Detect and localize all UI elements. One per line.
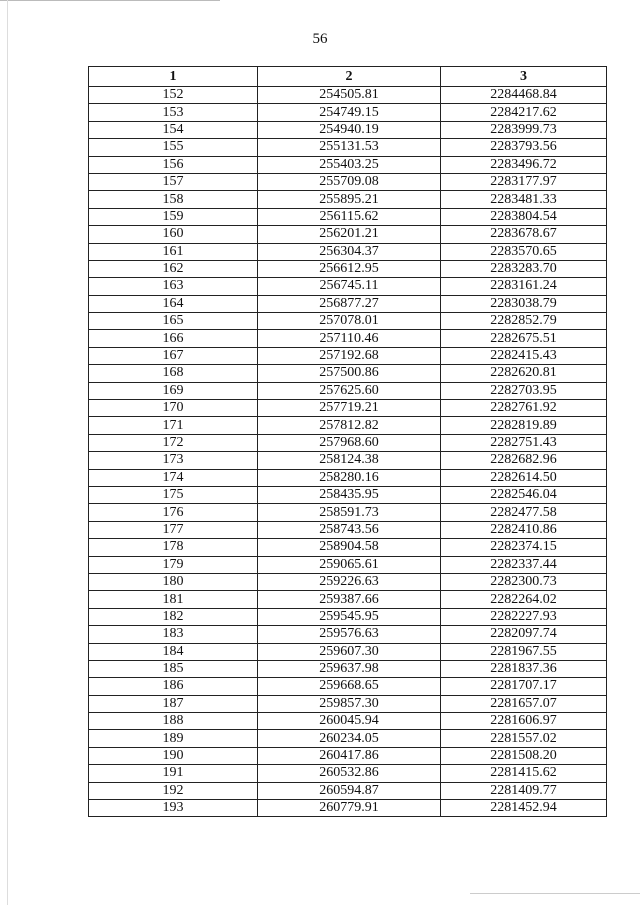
y-coordinate-cell: 2282675.51 [441,330,607,347]
table-row [89,626,607,643]
point-number-cell: 157 [89,173,258,190]
table-row [89,191,607,208]
table-row [89,556,607,573]
table-row [89,139,607,156]
x-coordinate-cell: 259607.30 [258,643,441,660]
x-coordinate-cell: 258124.38 [258,452,441,469]
point-number-cell: 152 [89,87,258,104]
y-coordinate-cell: 2281707.17 [441,678,607,695]
x-coordinate-cell: 259065.61 [258,556,441,573]
page-number: 56 [312,31,328,47]
y-coordinate-cell: 2281452.94 [441,800,607,817]
point-number-cell: 167 [89,347,258,364]
column-header-1: 1 [89,67,258,87]
y-coordinate-cell: 2282337.44 [441,556,607,573]
table-row [89,608,607,625]
table-row [89,730,607,747]
table-row [89,400,607,417]
y-coordinate-cell: 2283283.70 [441,260,607,277]
y-coordinate-cell: 2281967.55 [441,643,607,660]
x-coordinate-cell: 259668.65 [258,678,441,695]
y-coordinate-cell: 2282477.58 [441,504,607,521]
x-coordinate-cell: 256115.62 [258,208,441,225]
x-coordinate-cell: 259576.63 [258,626,441,643]
table-row [89,365,607,382]
point-number-cell: 172 [89,434,258,451]
y-coordinate-cell: 2283678.67 [441,226,607,243]
x-coordinate-cell: 259857.30 [258,695,441,712]
x-coordinate-cell: 260594.87 [258,782,441,799]
point-number-cell: 174 [89,469,258,486]
table-row [89,226,607,243]
y-coordinate-cell: 2282374.15 [441,539,607,556]
x-coordinate-cell: 259545.95 [258,608,441,625]
table-row [89,695,607,712]
x-coordinate-cell: 259387.66 [258,591,441,608]
x-coordinate-cell: 257500.86 [258,365,441,382]
y-coordinate-cell: 2282614.50 [441,469,607,486]
table-row [89,747,607,764]
x-coordinate-cell: 255403.25 [258,156,441,173]
x-coordinate-cell: 260417.86 [258,747,441,764]
y-coordinate-cell: 2283793.56 [441,139,607,156]
x-coordinate-cell: 257110.46 [258,330,441,347]
y-coordinate-cell: 2283804.54 [441,208,607,225]
point-number-cell: 189 [89,730,258,747]
y-coordinate-cell: 2281508.20 [441,747,607,764]
y-coordinate-cell: 2282410.86 [441,521,607,538]
x-coordinate-cell: 255131.53 [258,139,441,156]
y-coordinate-cell: 2283570.65 [441,243,607,260]
y-coordinate-cell: 2282751.43 [441,434,607,451]
y-coordinate-cell: 2281606.97 [441,713,607,730]
table-row [89,313,607,330]
table-row [89,504,607,521]
table-row [89,782,607,799]
table-row [89,156,607,173]
point-number-cell: 175 [89,486,258,503]
y-coordinate-cell: 2281557.02 [441,730,607,747]
table-row [89,260,607,277]
x-coordinate-cell: 258435.95 [258,486,441,503]
point-number-cell: 188 [89,713,258,730]
table-row [89,539,607,556]
y-coordinate-cell: 2283999.73 [441,121,607,138]
point-number-cell: 155 [89,139,258,156]
x-coordinate-cell: 254749.15 [258,104,441,121]
table-row [89,469,607,486]
table-row [89,243,607,260]
column-header-2: 2 [258,67,441,87]
point-number-cell: 179 [89,556,258,573]
y-coordinate-cell: 2282264.02 [441,591,607,608]
table-row [89,87,607,104]
point-number-cell: 186 [89,678,258,695]
table-row [89,713,607,730]
point-number-cell: 153 [89,104,258,121]
y-coordinate-cell: 2282300.73 [441,573,607,590]
y-coordinate-cell: 2281657.07 [441,695,607,712]
y-coordinate-cell: 2282761.92 [441,400,607,417]
point-number-cell: 187 [89,695,258,712]
y-coordinate-cell: 2283481.33 [441,191,607,208]
table-row [89,486,607,503]
coordinates-table [88,66,607,817]
x-coordinate-cell: 258591.73 [258,504,441,521]
y-coordinate-cell: 2282097.74 [441,626,607,643]
y-coordinate-cell: 2283038.79 [441,295,607,312]
y-coordinate-cell: 2284217.62 [441,104,607,121]
y-coordinate-cell: 2282620.81 [441,365,607,382]
scan-edge-bottom [470,893,640,894]
point-number-cell: 169 [89,382,258,399]
x-coordinate-cell: 257812.82 [258,417,441,434]
point-number-cell: 178 [89,539,258,556]
y-coordinate-cell: 2282703.95 [441,382,607,399]
table-row [89,417,607,434]
x-coordinate-cell: 260532.86 [258,765,441,782]
column-header-3: 3 [441,67,607,87]
table-row [89,591,607,608]
table-row [89,330,607,347]
point-number-cell: 163 [89,278,258,295]
y-coordinate-cell: 2281409.77 [441,782,607,799]
point-number-cell: 170 [89,400,258,417]
x-coordinate-cell: 256877.27 [258,295,441,312]
x-coordinate-cell: 260234.05 [258,730,441,747]
point-number-cell: 181 [89,591,258,608]
x-coordinate-cell: 254940.19 [258,121,441,138]
y-coordinate-cell: 2282852.79 [441,313,607,330]
y-coordinate-cell: 2281415.62 [441,765,607,782]
x-coordinate-cell: 256745.11 [258,278,441,295]
point-number-cell: 193 [89,800,258,817]
point-number-cell: 156 [89,156,258,173]
x-coordinate-cell: 256304.37 [258,243,441,260]
table-row [89,295,607,312]
y-coordinate-cell: 2282682.96 [441,452,607,469]
table-row [89,660,607,677]
point-number-cell: 192 [89,782,258,799]
point-number-cell: 165 [89,313,258,330]
x-coordinate-cell: 258280.16 [258,469,441,486]
point-number-cell: 164 [89,295,258,312]
y-coordinate-cell: 2282415.43 [441,347,607,364]
table-row [89,800,607,817]
y-coordinate-cell: 2284468.84 [441,87,607,104]
point-number-cell: 166 [89,330,258,347]
x-coordinate-cell: 260045.94 [258,713,441,730]
point-number-cell: 190 [89,747,258,764]
x-coordinate-cell: 258743.56 [258,521,441,538]
x-coordinate-cell: 254505.81 [258,87,441,104]
point-number-cell: 154 [89,121,258,138]
scan-edge-top [0,0,220,1]
table-row [89,434,607,451]
x-coordinate-cell: 255709.08 [258,173,441,190]
x-coordinate-cell: 257719.21 [258,400,441,417]
table-body [89,87,607,817]
point-number-cell: 191 [89,765,258,782]
table-row [89,765,607,782]
table-row [89,573,607,590]
point-number-cell: 185 [89,660,258,677]
point-number-cell: 168 [89,365,258,382]
y-coordinate-cell: 2281837.36 [441,660,607,677]
table-row [89,643,607,660]
table-row [89,382,607,399]
point-number-cell: 173 [89,452,258,469]
x-coordinate-cell: 258904.58 [258,539,441,556]
y-coordinate-cell: 2283161.24 [441,278,607,295]
x-coordinate-cell: 260779.91 [258,800,441,817]
table-row [89,278,607,295]
point-number-cell: 177 [89,521,258,538]
point-number-cell: 160 [89,226,258,243]
table-row [89,208,607,225]
table-row [89,521,607,538]
point-number-cell: 182 [89,608,258,625]
y-coordinate-cell: 2283177.97 [441,173,607,190]
point-number-cell: 159 [89,208,258,225]
point-number-cell: 184 [89,643,258,660]
point-number-cell: 183 [89,626,258,643]
y-coordinate-cell: 2283496.72 [441,156,607,173]
scan-edge-left [7,0,8,905]
x-coordinate-cell: 256612.95 [258,260,441,277]
y-coordinate-cell: 2282546.04 [441,486,607,503]
x-coordinate-cell: 257968.60 [258,434,441,451]
point-number-cell: 176 [89,504,258,521]
table-row [89,173,607,190]
table-row [89,678,607,695]
table-row [89,121,607,138]
x-coordinate-cell: 255895.21 [258,191,441,208]
x-coordinate-cell: 256201.21 [258,226,441,243]
table-header-row [89,67,607,87]
table-row [89,452,607,469]
x-coordinate-cell: 257192.68 [258,347,441,364]
x-coordinate-cell: 257625.60 [258,382,441,399]
table-row [89,104,607,121]
table-row [89,347,607,364]
y-coordinate-cell: 2282227.93 [441,608,607,625]
x-coordinate-cell: 259226.63 [258,573,441,590]
point-number-cell: 158 [89,191,258,208]
y-coordinate-cell: 2282819.89 [441,417,607,434]
x-coordinate-cell: 257078.01 [258,313,441,330]
x-coordinate-cell: 259637.98 [258,660,441,677]
point-number-cell: 180 [89,573,258,590]
point-number-cell: 171 [89,417,258,434]
point-number-cell: 162 [89,260,258,277]
point-number-cell: 161 [89,243,258,260]
